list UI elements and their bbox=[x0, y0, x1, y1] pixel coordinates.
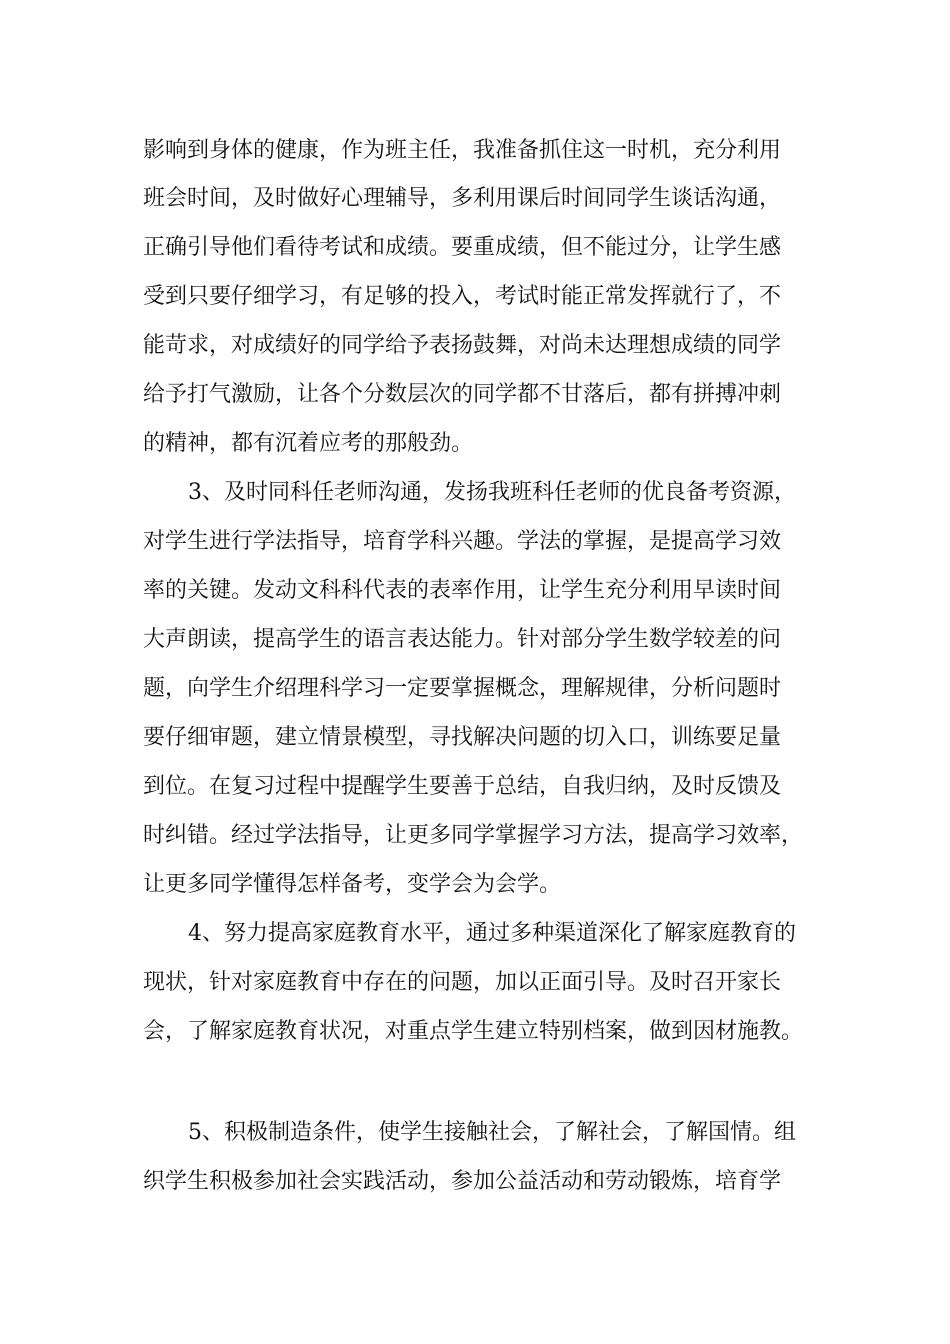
text-line: 到位。在复习过程中提醒学生要善于总结，自我归纳，及时反馈及 bbox=[143, 774, 782, 799]
text-line: 大声朗读，提高学生的语言表达能力。针对部分学生数学较差的问 bbox=[143, 627, 782, 652]
text-line: 班会时间，及时做好心理辅导，多利用课后时间同学生谈话沟通， bbox=[143, 186, 782, 211]
text-line: 对学生进行学法指导，培育学科兴趣。学法的掌握，是提高学习效 bbox=[143, 529, 782, 554]
text-line: 率的关键。发动文科科代表的表率作用，让学生充分利用早读时间 bbox=[143, 578, 782, 603]
text-line: 的精神，都有沉着应考的那般劲。 bbox=[143, 431, 474, 456]
text-line: 要仔细审题，建立情景模型，寻找解决问题的切入口，训练要足量 bbox=[143, 725, 782, 750]
text-line: 受到只要仔细学习，有足够的投入，考试时能正常发挥就行了，不 bbox=[143, 284, 782, 309]
text-line: 给予打气激励，让各个分数层次的同学都不甘落后，都有拼搏冲刺 bbox=[143, 382, 782, 407]
paragraph-5-start: 5、积极制造条件，使学生接触社会，了解社会，了解国情。组 bbox=[188, 1120, 796, 1145]
paragraph-3-start: 3、及时同科任老师沟通，发扬我班科任老师的优良备考资源， bbox=[188, 480, 796, 505]
text-line: 时纠错。经过学法指导，让更多同学掌握学习方法，提高学习效率， bbox=[143, 823, 804, 848]
paragraph-4-start: 4、努力提高家庭教育水平，通过多种渠道深化了解家庭教育的 bbox=[188, 921, 796, 946]
text-line: 题，向学生介绍理科学习一定要掌握概念，理解规律，分析问题时 bbox=[143, 676, 782, 701]
text-line: 现状，针对家庭教育中存在的问题，加以正面引导。及时召开家长 bbox=[143, 970, 782, 995]
text-line: 会，了解家庭教育状况，对重点学生建立特别档案，做到因材施教。 bbox=[143, 1019, 804, 1044]
text-line: 影响到身体的健康，作为班主任，我准备抓住这一时机，充分利用 bbox=[143, 138, 782, 163]
text-line: 正确引导他们看待考试和成绩。要重成绩，但不能过分，让学生感 bbox=[143, 235, 782, 260]
text-line: 能苛求，对成绩好的同学给予表扬鼓舞，对尚未达理想成绩的同学 bbox=[143, 333, 782, 358]
text-line: 织学生积极参加社会实践活动，参加公益活动和劳动锻炼，培育学 bbox=[143, 1169, 782, 1194]
text-line: 让更多同学懂得怎样备考，变学会为会学。 bbox=[143, 872, 562, 897]
